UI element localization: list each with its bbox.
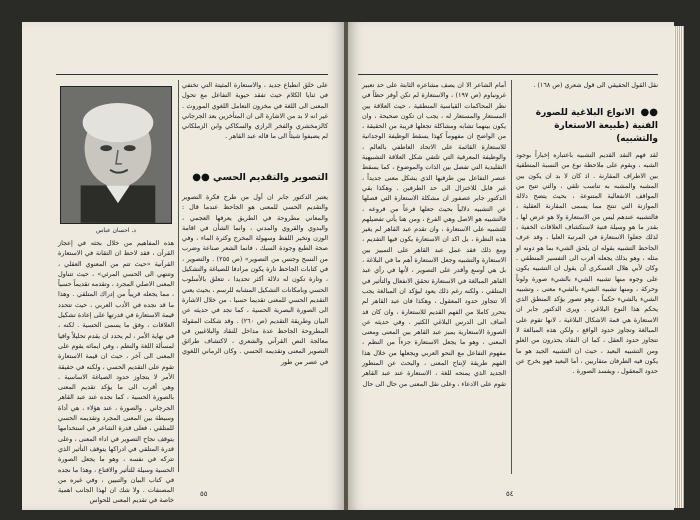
- portrait-image: [61, 87, 171, 223]
- right-page-column-left: [362, 80, 506, 474]
- paragraph: يعتبر الدكتور جابر ان أول من طرح فكرة التصوير والتقديم الحسي للمعنى هو الجاحظ عندما قال : والمعاني مطروحة في الطريق يعرفها العجمي ، والبدوي والقروي والمدني ، وانما الشأن في اقامة الوزن وتخير اللفظ وسهولة المخرج وكثرة الماء ، وفي صحة الطبع وجودة السبك ، فانما الشعر صناعة وضرب من النسج وجنس من التصوير» (ص ٢٥٥) . والتصوير ، في كتابات الجاحظ تارة يكون مرادفا للصياغة والتشكيل ، وتارة تكون له دلالة أكثر تحديدا ، تتعلق بالأسلوب الحسي وبامكانات التشكيل المشابه للرسم ، بحيث يعني التقديم الحسي للمعنى تقديما حسيا ، من خلال الاشارة الى الصورة البصرية الحسية ، كما نجد في حديثه عن البيان وطريقة التقديم (ص ٢٦٠) . وقد شكلت المقولة المطروحة الجاحظ عدة مداخل للنقاد والبلاغيين في معالجة النص القرآني والشعري ، لاكتشاف طرائق التصوير المعنى وتقديمه الحسي . وكان الرماني اللغوي في عصر من طور: [182, 193, 328, 366]
- double-bullet-icon: ●●: [640, 107, 658, 118]
- double-bullet-icon: ●●: [192, 172, 210, 183]
- heading-text: التصوير والتقديم الحسي: [212, 172, 328, 183]
- right-page-column-right-top: [516, 80, 658, 104]
- section-heading: [182, 172, 328, 183]
- left-page-column-right-top: [182, 80, 328, 168]
- column-separator: [511, 80, 512, 474]
- header-rule: [358, 74, 658, 75]
- open-book: [22, 22, 684, 510]
- heading-text: الانواع البلاغية للصورة الفنية (طبيعة الاستعارة والتشبيه): [535, 108, 658, 144]
- page-number: ٥٥: [200, 490, 208, 498]
- left-page-column-right-bottom: [182, 192, 328, 474]
- right-page-column-right: [516, 150, 658, 474]
- photo-caption: د. احسان عباس: [96, 227, 136, 234]
- section-heading: [516, 106, 658, 146]
- column-separator: [178, 80, 179, 472]
- paragraph: هذه المفاهيم من خلال بحثه في إعجاز القرآن ، فقد لاحظ ان التقانة في الاستعارة القرآنية «حيث تتم من المعنوي العقلي ، وتنتهي الى الحسي المرئي» ، حيث تتناول المعنى الاصلي المجرد ، وتقدمه تقديماً حسياً ، مما يجعله قريباً من إدراك المتلقي . وهذا ما قد نجده في الأدب العربي ، حيث تتحدد قيمة الاستعارة في قدرتها على إعادة تشكيل العلاقات ، وفق ما يسمى الحسية . لكنه ، في نهاية الأمر ، لم يحدد ان يقدم تحليلاً وافيا لمسألة اللغة والنظم ، وفي ايمائه يقوم على المعنى الى آخر ، حيث ان قيمة الاستعارة تقوم على التقديم الحسي ، ولكنه في حقيقة الأمر لا يتجاوز حدود الصياغة الاساسية . وهي أقرب الى ما يؤكد تقديم المعنى بالصورة الحسية ، كما نجده عند عبد القاهر الجرجاني . والصورة ، عند هؤلاء ، هي أداة وسيطة بين المعنى المجرد وتقديمه الحسي للمتلقي ، فعلى قدرة الشاعر في استخدامها يتوقف نجاح التصوير في اداء المعنى ، وعلى قدرة المتلقي في ادراكها يتوقف التأثير الذي تتركه في نفسه ، وهو ما يجعل الصورة الحسية وسيلة للتأثير والاقناع ، وهذا ما نجده في كتاب البيان والتبيين ، وفي غيره من المصنفات . ولا شك ان لهذا الجانب اهمية خاصة في تقديم المعنى للحواس: [58, 239, 174, 505]
- page-number: ٥٤: [506, 490, 514, 498]
- right-page: [348, 22, 674, 510]
- paragraph: على خلق انطباع جديد ، والاستعارة المثيتة التي تختفي في ثنايا الكلام حيث تفقد حيوية التفاعل مع تحول المعنى الى اللغة في مخزون التعامل اللغوي الموروث . غير انه لا بد من الاشارة الى ان المتأخرين بعد الجرجاني كالزمخشري والفخر الرازي والسكاكي وابن الزملكاني لم يضيفوا شيئاً الى ما قاله عبد القاهر .: [182, 81, 328, 141]
- paragraph: لقد فهم النقد القديم التشبيه باعتباره إخباراً بوجود الشبه ، ويقوم على ملاحظة نوع من النسبة المنطقية بين الاطراف المقارنة . اذ كان لا بد ان يكون بين المشبه والمشبه به تناسب تلقي ، والتي تتيح من المواقف الانفعالية المتنوعة ، بحيث يتضح دلالة الموازنة التي تنتج مما يسمى المقارنة العقلية ، فالتشبيه عندهم ليس من الاستعارة ولا هو عرض لها ، بقدر ما هو وسيلة فنية لاستكشاف العلاقات الخفية ، لذلك جعلوا الاستعارة في المرتبة العليا ، وقد عرف الجاحظ التشبيه بقوله ان يلحق الشيء بما هو دونه او مثله ، وهو بذلك يجعله أقرب الى التفسير المنطقي . وكان لأبي هلال العسكري أن يقول ان التشبيه يكون على وجوه منها تشبيه الشيء بالشيء صورة ولوناً وحركة ، ومنها تشبيه الشيء بالشيء معنى ، وتشبيه الشيء بالشيء حكماً ، وهو تصور يؤكد المنطق الذي يحكم هذا النوع البلاغي . ويرى الدكتور جابر ان الاستعارة هي قمة الاشكال البلاغية ، لانها تقوم على المبالغة وتجاوز حدود الواقع ، ولكن هذه المبالغة لا تتجاوز حدود العقل ، كما ان النقاد يحذرون من الغلو ومن التشبيه البعيد ، حيث ان التشبيه الجيد هو ما يكون فيه الطرفان متقاربين ، أما البعيد فهو يخرج عن حدود المعقول ، ويفسد الصورة .: [516, 151, 658, 376]
- author-portrait: [60, 86, 172, 224]
- header-rule: [56, 74, 328, 75]
- left-page: [22, 22, 344, 510]
- left-page-column-left: [58, 238, 174, 505]
- page-edges: [674, 26, 684, 508]
- paragraph: نقل القول الحقيقي الى قول شعري (ص ١٦٨) .: [533, 81, 658, 89]
- paragraph: أمام الشاعر الا ان يصف مشاعره الثابتة على حد تعبير غرونباوم (ص ١٩٧) ، والاستعارة لم تكن أوفر حظاً في نظر المحاكمات القياسية المنطقية ، حيث العلاقة بين المستعار والمستعار له ، يجب ان تكون صحيحة ، وان يكون بينهما تشابه ومشاكلة تجعلها قريبة من الحقيقة ، من الواضح ان مفهوماً كهذا يسقط الوظيفة الوجدانية للاستعارة القائمة على الاتحاد العاطفي بالعالم ، والوظيفة المعرفية التي تلتقي شكل العلاقة التشبيهية التقليدية التي تفصل بين الذات والموضوع ، كما يسقط عنصر التفاعل بين طرفيها الذي يشكل معنى جديداً ، غير قابل للاختزال الى حد الطرفين . وهكذا بقي الدكتور جابر عصفور ان مشكلة الاستعارة التي فصلها عن التشبيه دلالياً بحيث جعلها فرعاً من فروعه ، فالتشبيه هو الاصل وهي الفرع ، ومن هنا يأتي تفضيلهم للتشبيه على الاستعارة ، وان تقدم عبد القاهر لم يغير هذه النظرة ، بل اكد ان الاستعارة يكون فيها التقديم ، ومع ذلك فقد عمل عبد القاهر على التمييز بين الاستعارة والتشبيه وجعل الاستعارة أهم ما في البلاغة ، بل هي أوسع وأقدر على التصوير ، لأنها في رأي عبد القاهر المبالغة في الاستعارة تحقق الانفعال والتأثير في المتلقي ، ولكنه رغم ذلك يعود ليؤكد ان المبالغة يجب ألا تتجاوز حدود المعقول ، وهكذا فان عبد القاهر لم يتحرر كاملا من الفهم القديم للاستعارة ، وان كان قد أضاف الى الدرس البلاغي الكثير . وفي حديثه عن الصورة الاستعارية يميز عبد القاهر بين المعنى ومعنى المعنى ، وهو ما يجعل الاستعارة جزءاً من النظم ، مفهوم التفاعل مع النحو العربي ويجعلها من خلال هذا الفهم طريقة لإنتاج المعنى ، والبحث عن المنظور الجديد الذي يمنحه للغة ، الاستعارة عند عبد القاهر تقوم على الادعاء ، وعلى نقل المعنى من حال الى حال: [362, 81, 506, 388]
